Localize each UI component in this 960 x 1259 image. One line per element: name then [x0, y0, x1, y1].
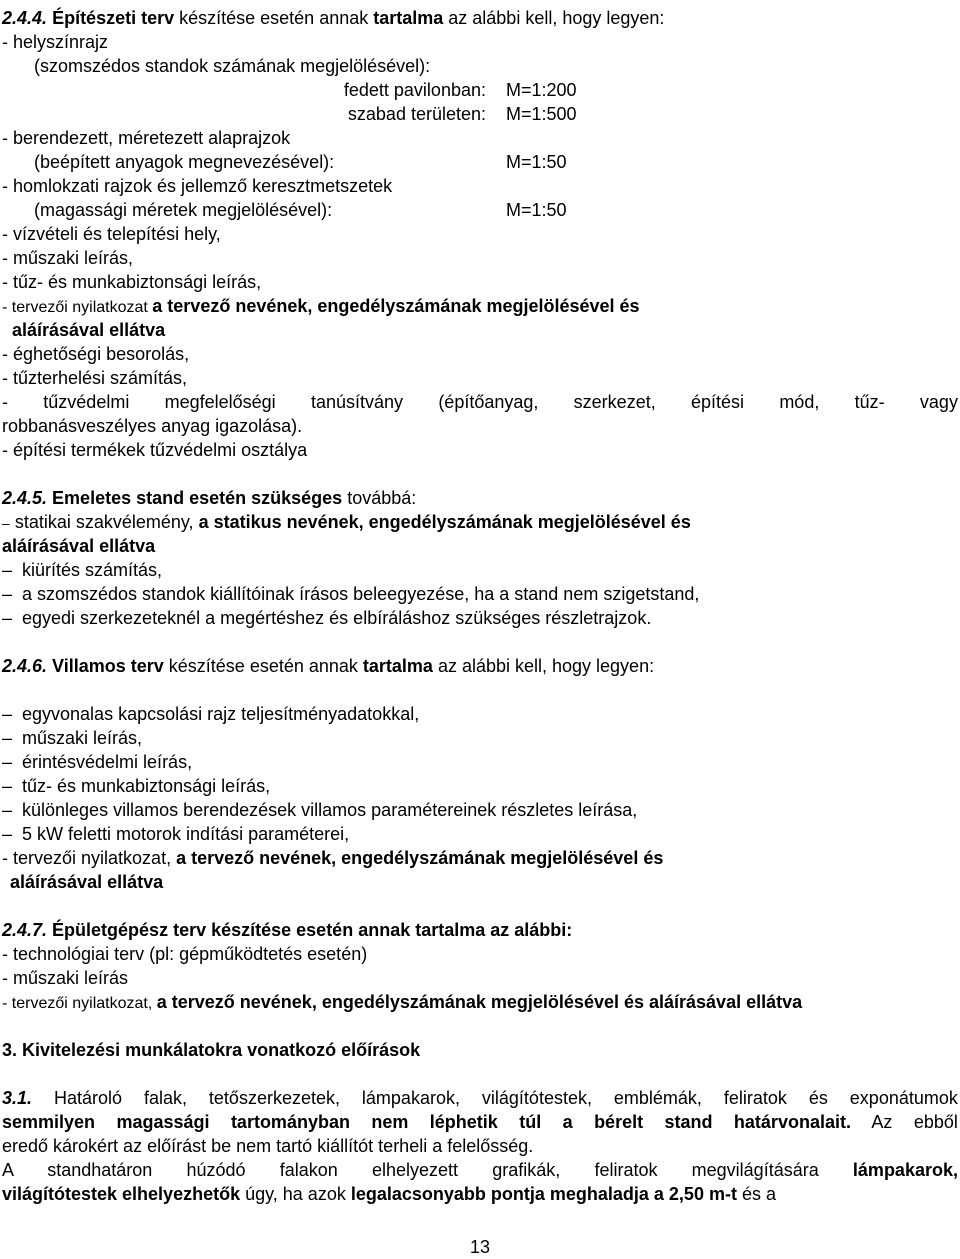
scale-label: fedett pavilonban: [343, 80, 486, 100]
list-item: – egyvonalas kapcsolási rajz teljesítményadatokkal, [2, 704, 420, 724]
list-item: - helyszínrajz [2, 32, 109, 52]
list-item: – a szomszédos standok kiállítóinak írásos beleegyezése, ha a stand nem szigetstand, [2, 584, 700, 604]
list-item-sub: (magassági méretek megjelölésével): [34, 200, 333, 220]
scale-value: M=1:50 [506, 200, 567, 220]
scale-value: M=1:500 [506, 104, 577, 124]
dash-bullet: – [2, 704, 13, 724]
section-number: 2.4.5. [2, 488, 48, 508]
list-item: - tervezői nyilatkozat, a tervező nevének, engedélyszámának megjelölésével és aláírásával ellátva [2, 992, 803, 1012]
list-item: - építési termékek tűzvédelmi osztálya [2, 440, 308, 460]
heading-246: 2.4.6. Villamos terv készítése esetén annak tartalma az alábbi kell, hogy legyen: [2, 656, 655, 676]
dash-bullet: – [2, 560, 13, 580]
section-number: 2.4.4. [2, 8, 48, 28]
heading-244: 2.4.4. Építészeti terv készítése esetén annak tartalma az alábbi kell, hogy legyen: [2, 8, 665, 28]
dash-bullet: – [2, 824, 13, 844]
heading-245: 2.4.5. Emeletes stand esetén szükséges továbbá: [2, 488, 417, 508]
list-item: - éghetőségi besorolás, [2, 344, 190, 364]
list-item: – műszaki leírás, [2, 728, 143, 748]
list-item: – érintésvédelmi leírás, [2, 752, 193, 772]
list-item: – tűz- és munkabiztonsági leírás, [2, 776, 271, 796]
list-item: – kiürítés számítás, [2, 560, 163, 580]
dash-bullet: – [2, 776, 13, 796]
list-item-cont: robbanásveszélyes anyag igazolása). [2, 416, 303, 436]
dash-bullet: – [2, 584, 13, 604]
list-item: - műszaki leírás [2, 968, 129, 988]
heading-247: 2.4.7. Épületgépész terv készítése esetén annak tartalma az alábbi: [2, 920, 573, 940]
paragraph-line: eredő károkért az előírást be nem tartó kiállítót terheli a felelősség. [2, 1136, 534, 1156]
dash-bullet: – [2, 800, 13, 820]
list-item: - tervezői nyilatkozat, a tervező nevének, engedélyszámának megjelölésével és [2, 848, 664, 868]
list-item-cont: aláírásával ellátva [10, 872, 164, 892]
list-item-sub: (szomszédos standok számának megjelölésével): [34, 56, 431, 76]
list-item: - technológiai terv (pl: gépműködtetés esetén) [2, 944, 368, 964]
list-item: - vízvételi és telepítési hely, [2, 224, 221, 244]
dash-bullet: – [2, 515, 10, 531]
paragraph-line: világítótestek elhelyezhetők úgy, ha azok legalacsonyabb pontja meghaladja a 2,50 m-t és a [2, 1184, 776, 1204]
list-item-cont: aláírásával ellátva [2, 536, 156, 556]
dash-bullet: – [2, 752, 13, 772]
paragraph-line: A standhatáron húzódó falakon elhelyezett grafikák, feliratok megvilágítására lámpakarok, [2, 1160, 958, 1180]
section-number: 3.1. [2, 1088, 33, 1108]
list-item: - tervezői nyilatkozat a tervező nevének, engedélyszámának megjelölésével és [2, 296, 640, 316]
list-item: – különleges villamos berendezések villamos paramétereinek részletes leírása, [2, 800, 638, 820]
heading-3: 3. Kivitelezési munkálatokra vonatkozó előírások [2, 1040, 421, 1060]
scale-value: M=1:50 [506, 152, 567, 172]
list-item: - berendezett, méretezett alaprajzok [2, 128, 291, 148]
list-item: - tűzterhelési számítás, [2, 368, 188, 388]
list-item-sub: (beépített anyagok megnevezésével): [34, 152, 335, 172]
dash-bullet: – [2, 728, 13, 748]
scale-value: M=1:200 [506, 80, 577, 100]
scale-label: szabad területen: [347, 104, 486, 124]
paragraph-line: semmilyen magassági tartományban nem léphetik túl a bérelt stand határvonalait. Az ebből [2, 1112, 958, 1132]
section-number: 2.4.7. [2, 920, 48, 940]
list-item: – egyedi szerkezeteknél a megértéshez és elbíráláshoz szükséges részletrajzok. [2, 608, 652, 628]
list-item-cont: aláírásával ellátva [12, 320, 166, 340]
list-item: - tűz- és munkabiztonsági leírás, [2, 272, 262, 292]
dash-bullet: – [2, 608, 13, 628]
list-item: – 5 kW feletti motorok indítási paraméterei, [2, 824, 350, 844]
paragraph-line: 3.1. Határoló falak, tetőszerkezetek, lámpakarok, világítótestek, emblémák, feliratok és exponátumok [2, 1088, 958, 1108]
list-item: - műszaki leírás, [2, 248, 134, 268]
page-number: 13 [469, 1237, 491, 1257]
list-item: - homlokzati rajzok és jellemző keresztmetszetek [2, 176, 393, 196]
list-item-justified: - tűzvédelmi megfelelőségi tanúsítvány (építőanyag, szerkezet, építési mód, tűz- vagy [2, 392, 958, 412]
list-item: – statikai szakvélemény, a statikus nevének, engedélyszámának megjelölésével és [2, 512, 691, 532]
section-number: 2.4.6. [2, 656, 48, 676]
